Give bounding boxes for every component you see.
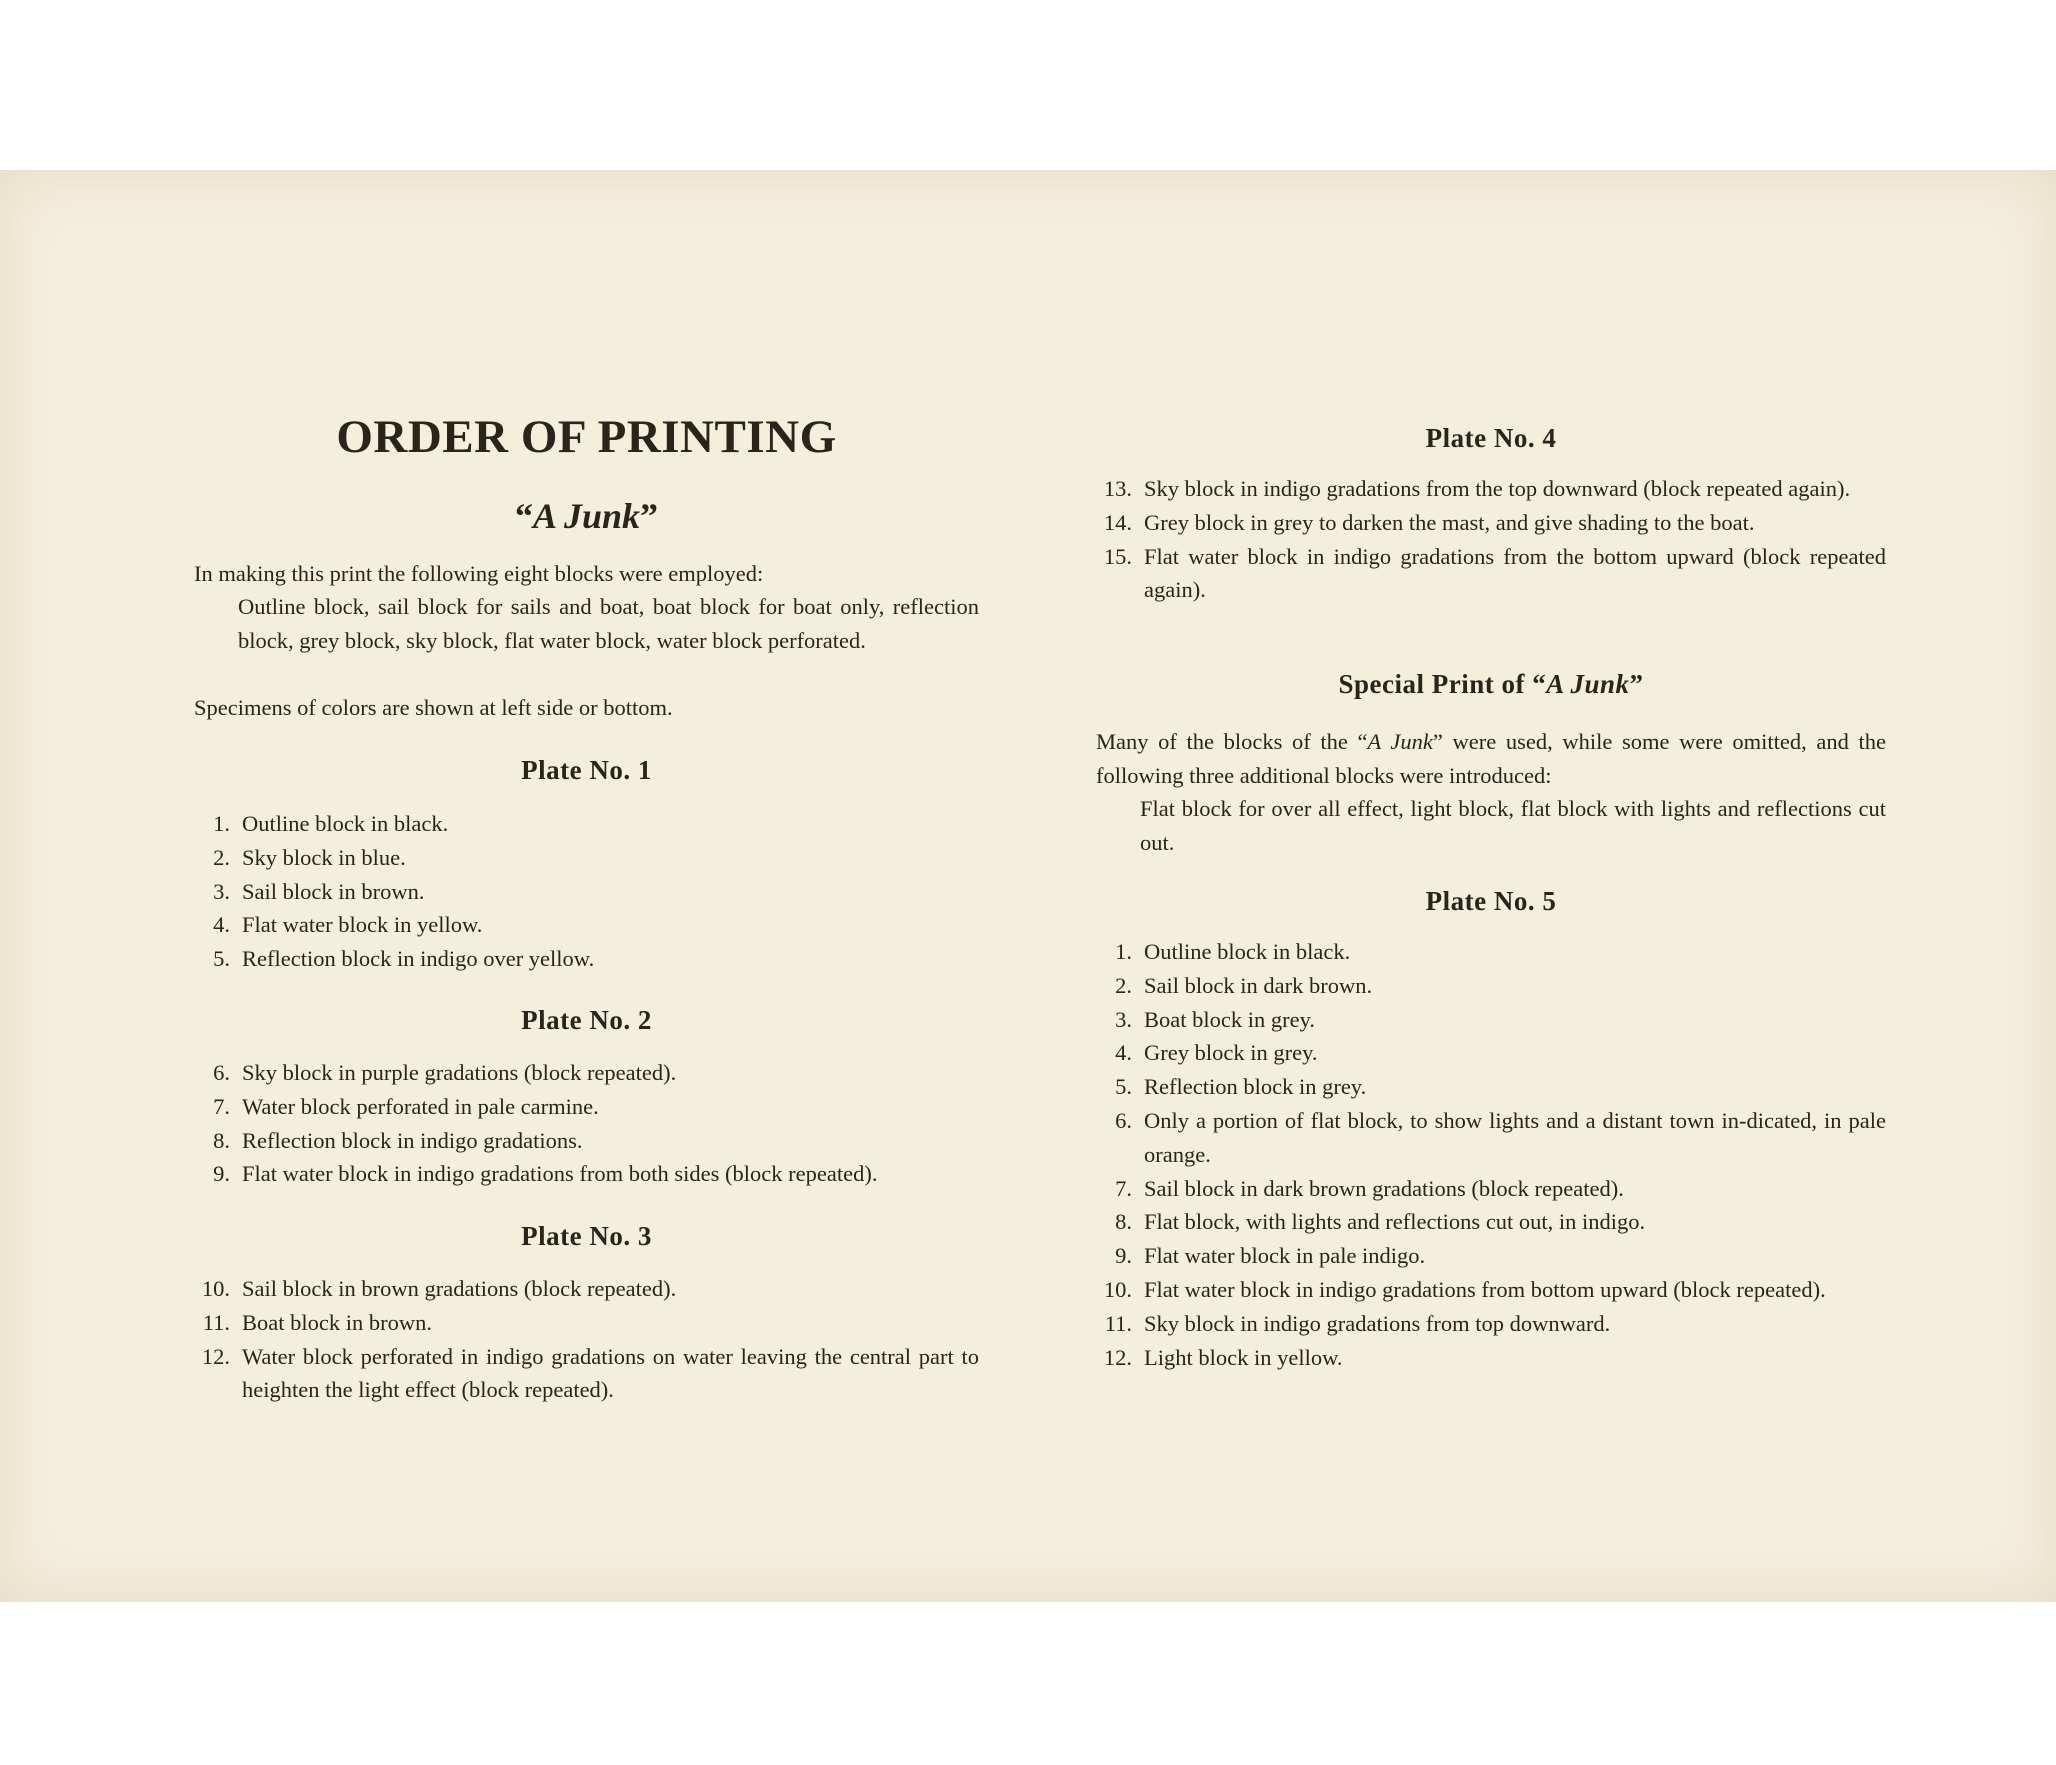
item-number: 6.: [1115, 1107, 1132, 1133]
item-text: Sky block in indigo gradations from top downward.: [1144, 1310, 1611, 1336]
list-item: [1096, 1273, 1886, 1307]
list-item: [1096, 1239, 1886, 1273]
list-item: [1096, 1205, 1886, 1239]
specimens-note: Specimens of colors are shown at left side or bottom.: [194, 695, 673, 720]
item-text: Grey block in grey.: [1144, 1040, 1318, 1066]
item-number: 1.: [1115, 939, 1132, 964]
item-text: Outline block in black.: [1144, 939, 1351, 964]
item-text: Water block perforated in indigo gradations on water leaving the central part to heighten the light effect (block repeated).: [242, 1343, 979, 1403]
subtitle-close-quote: ”: [640, 496, 659, 536]
item-text: Flat water block in indigo gradations from the bottom upward (block repeated again).: [1144, 543, 1886, 603]
item-text: Sail block in dark brown.: [1144, 972, 1373, 998]
item-text: Light block in yellow.: [1144, 1344, 1343, 1370]
plate-5-list: [1096, 935, 1886, 1374]
special-p1-name: A Junk: [1367, 729, 1433, 754]
item-text: Sail block in brown gradations (block repeated).: [242, 1276, 677, 1301]
plate-2-list: [194, 1056, 979, 1191]
item-number: 14.: [1103, 509, 1132, 535]
list-item: [1096, 1104, 1886, 1172]
item-text: Sail block in dark brown gradations (block repeated).: [1144, 1175, 1624, 1201]
list-item: [1096, 540, 1886, 608]
item-number: 7.: [213, 1093, 230, 1119]
special-p1-prefix: Many of the blocks of the “: [1096, 729, 1368, 754]
list-item: [1096, 1307, 1886, 1341]
special-print-paragraph: [1096, 725, 1886, 792]
item-number: 7.: [1115, 1175, 1132, 1201]
list-item: [194, 1306, 979, 1340]
item-number: 5.: [213, 946, 230, 972]
special-heading-name: A Junk: [1546, 669, 1630, 699]
item-number: 3.: [1115, 1006, 1132, 1032]
list-item: [194, 1340, 979, 1408]
blocks-list-paragraph: Outline block, sail block for sails and boat, boat block for boat only, reflection block, grey block, sky block, flat water block, water block perforated.: [238, 594, 979, 653]
plate-1-list: [194, 807, 979, 976]
list-item: [1096, 1036, 1886, 1070]
plate-5-heading: Plate No. 5: [1425, 886, 1557, 916]
item-number: 15.: [1103, 543, 1132, 569]
list-item: [194, 908, 979, 942]
list-item: [194, 1157, 979, 1191]
printed-sheet: [0, 170, 2056, 1602]
item-number: 12.: [1103, 1344, 1132, 1370]
item-number: 12.: [201, 1343, 230, 1369]
item-text: Water block perforated in pale carmine.: [242, 1093, 599, 1119]
special-heading-prefix: Special Print of “: [1338, 669, 1547, 699]
list-item: [194, 807, 979, 841]
list-item: [194, 1272, 979, 1306]
list-item: [194, 875, 979, 909]
item-number: 9.: [1115, 1243, 1132, 1269]
item-number: 3.: [213, 878, 230, 904]
intro-paragraph: In making this print the following eight blocks were employed:: [194, 561, 764, 586]
item-text: Sky block in blue.: [242, 844, 406, 870]
item-number: 4.: [213, 912, 230, 938]
page-title: ORDER OF PRINTING: [336, 411, 837, 463]
list-item: [1096, 1003, 1886, 1037]
list-item: [194, 942, 979, 976]
item-text: Reflection block in grey.: [1144, 1074, 1367, 1100]
list-item: [1096, 969, 1886, 1003]
item-number: 2.: [213, 844, 230, 870]
item-number: 6.: [213, 1060, 230, 1085]
plate-1-heading: Plate No. 1: [521, 755, 652, 785]
item-number: 11.: [1104, 1310, 1132, 1336]
list-item: [1096, 472, 1886, 506]
item-number: 10.: [201, 1276, 230, 1301]
list-item: [1096, 1172, 1886, 1206]
item-text: Only a portion of flat block, to show lights and a distant town in-dicated, in pale orange.: [1144, 1107, 1886, 1167]
item-text: Sail block in brown.: [242, 878, 425, 904]
item-number: 8.: [1115, 1209, 1132, 1235]
list-item: [1096, 1070, 1886, 1104]
item-number: 9.: [213, 1161, 230, 1187]
print-subtitle: [194, 495, 979, 537]
plate-3-heading: Plate No. 3: [521, 1221, 652, 1251]
plate-2-heading: Plate No. 2: [521, 1005, 652, 1035]
item-number: 1.: [213, 811, 230, 836]
item-number: 5.: [1115, 1074, 1132, 1100]
list-item: [194, 1056, 979, 1090]
special-print-heading: [1096, 669, 1886, 700]
item-text: Boat block in grey.: [1144, 1006, 1316, 1032]
plate-4-heading: Plate No. 4: [1425, 423, 1557, 453]
item-text: Flat water block in indigo gradations from both sides (block repeated).: [242, 1161, 878, 1187]
plate-4-list: [1096, 472, 1886, 607]
subtitle-open-quote: “: [514, 496, 533, 536]
item-text: Sky block in purple gradations (block repeated).: [242, 1060, 677, 1085]
item-text: Sky block in indigo gradations from the top downward (block repeated again).: [1144, 476, 1851, 501]
plate-3-list: [194, 1272, 979, 1407]
list-item: [1096, 506, 1886, 540]
item-text: Grey block in grey to darken the mast, and give shading to the boat.: [1144, 509, 1755, 535]
item-text: Boat block in brown.: [242, 1309, 432, 1335]
subtitle-name: A Junk: [532, 496, 641, 536]
item-text: Outline block in black.: [242, 811, 449, 836]
item-number: 2.: [1115, 972, 1132, 998]
item-text: Reflection block in indigo gradations.: [242, 1127, 583, 1153]
item-number: 8.: [213, 1127, 230, 1153]
special-heading-suffix: ”: [1629, 669, 1644, 699]
item-number: 10.: [1103, 1276, 1132, 1302]
item-text: Flat water block in yellow.: [242, 912, 483, 938]
item-text: Flat water block in pale indigo.: [1144, 1243, 1426, 1269]
item-number: 13.: [1103, 476, 1132, 501]
list-item: [194, 841, 979, 875]
list-item: [1096, 935, 1886, 969]
list-item: [194, 1124, 979, 1158]
item-number: 4.: [1115, 1040, 1132, 1066]
item-text: Flat water block in indigo gradations from bottom upward (block repeated).: [1144, 1276, 1826, 1302]
additional-blocks-paragraph: Flat block for over all effect, light block, flat block with lights and reflections cut out.: [1140, 796, 1886, 855]
item-number: 11.: [202, 1309, 230, 1335]
special-p1-suffix: ” were used, while some were omitted, and the following three additional blocks were introduced:: [1096, 729, 1887, 788]
item-text: Reflection block in indigo over yellow.: [242, 946, 595, 972]
list-item: [1096, 1341, 1886, 1375]
list-item: [194, 1090, 979, 1124]
item-text: Flat block, with lights and reflections cut out, in indigo.: [1144, 1209, 1646, 1235]
